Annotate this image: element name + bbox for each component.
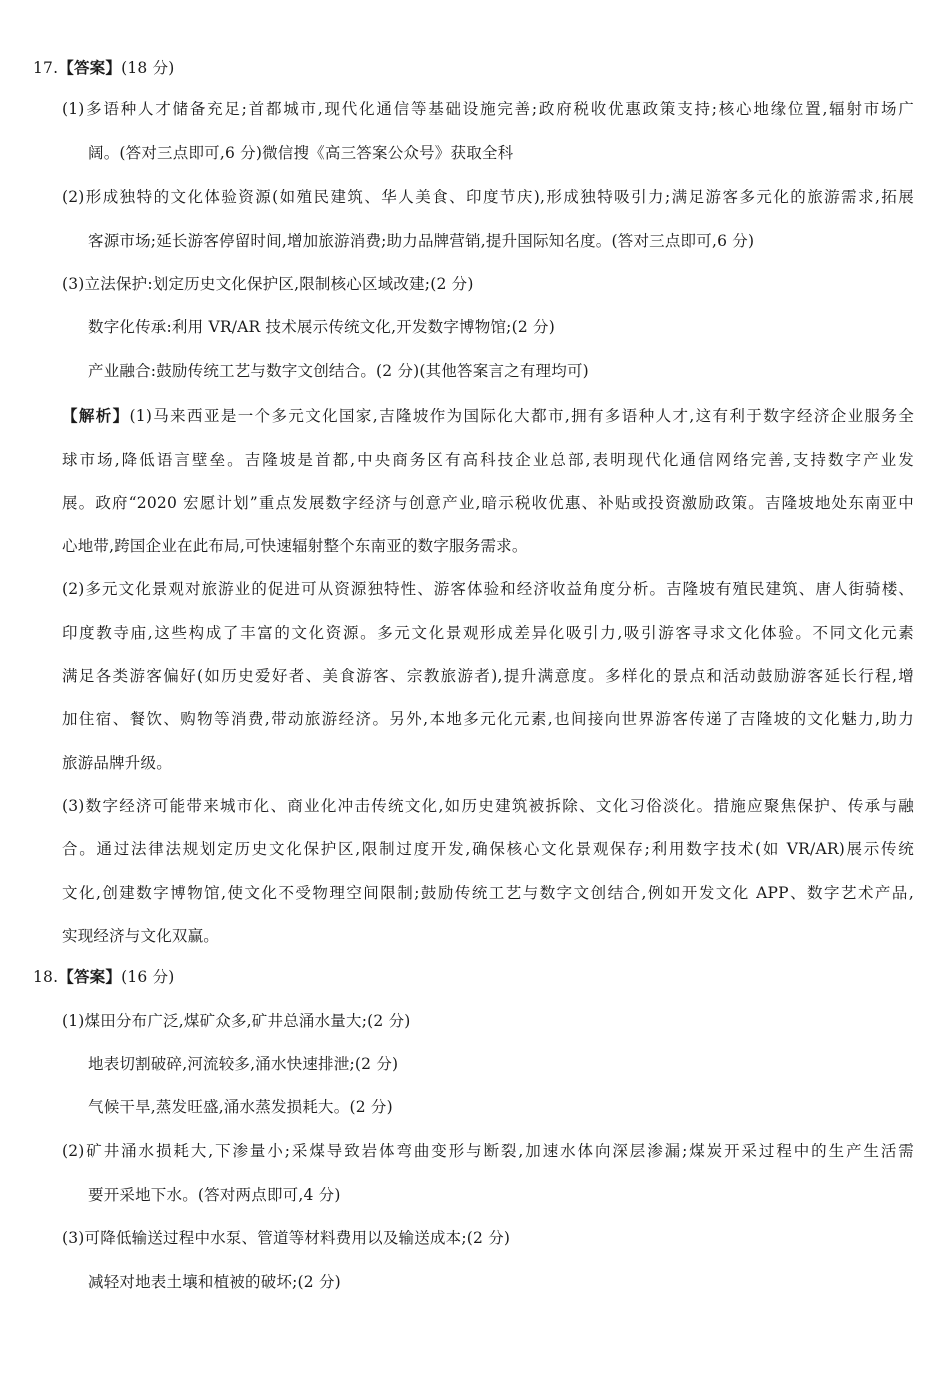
q17-analysis-1-line-4: 心地带,跨国企业在此布局,可快速辐射整个东南亚的数字服务需求。 <box>62 537 528 555</box>
q17-answer-2-line-1: (2)形成独特的文化体验资源(如殖民建筑、华人美食、印度节庆),形成独特吸引力;满足游客多元化的旅游需求,拓展 <box>62 188 914 206</box>
q18-header <box>33 966 175 988</box>
q18-answer-1-line-3: 气候干旱,蒸发旺盛,涌水蒸发损耗大。(2 分) <box>88 1098 393 1116</box>
q17-answer-3-line-3: 产业融合:鼓励传统工艺与数字文创结合。(2 分)(其他答案言之有理均可) <box>88 362 589 380</box>
q17-analysis-2-line-3: 满足各类游客偏好(如历史爱好者、美食游客、宗教旅游者),提升满意度。多样化的景点和活动鼓励游客延长行程,增 <box>62 667 914 685</box>
q17-analysis-2-line-4: 加住宿、餐饮、购物等消费,带动旅游经济。另外,本地多元化元素,也间接向世界游客传递了吉隆坡的文化魅力,助力 <box>62 710 914 728</box>
q17-analysis-2-line-2: 印度教寺庙,这些构成了丰富的文化资源。多元文化景观形成差异化吸引力,吸引游客寻求文化体验。不同文化元素 <box>62 624 914 642</box>
q18-answer-1-line-1: (1)煤田分布广泛,煤矿众多,矿井总涌水量大;(2 分) <box>62 1012 411 1030</box>
q17-analysis-1-line-3: 展。政府“2020 宏愿计划”重点发展数字经济与创意产业,暗示税收优惠、补贴或投资激励政策。吉隆坡地处东南亚中 <box>62 494 914 512</box>
q17-analysis-3-line-3: 文化,创建数字博物馆,使文化不受物理空间限制;鼓励传统工艺与数字文创结合,例如开发文化 APP、数字艺术产品, <box>62 884 914 902</box>
q17-analysis-1-line-1-text: (1)马来西亚是一个多元文化国家,吉隆坡作为国际化大都市,拥有多语种人才,这有利于数字经济企业服务全 <box>129 407 914 425</box>
q17-analysis-3-line-4: 实现经济与文化双赢。 <box>62 927 220 945</box>
q18-answer-3-line-1: (3)可降低输送过程中水泵、管道等材料费用以及输送成本;(2 分) <box>62 1229 511 1247</box>
q17-answer-3-line-2: 数字化传承:利用 VR/AR 技术展示传统文化,开发数字博物馆;(2 分) <box>88 318 555 336</box>
q17-analysis-2-line-5: 旅游品牌升级。 <box>62 754 172 772</box>
q17-answer-1-line-1: (1)多语种人才储备充足;首都城市,现代化通信等基础设施完善;政府税收优惠政策支持;核心地缘位置,辐射市场广 <box>62 100 914 118</box>
q18-number: 18. <box>33 968 59 986</box>
q18-answer-3-line-2: 减轻对地表土壤和植被的破坏;(2 分) <box>88 1273 341 1291</box>
q17-number: 17. <box>33 59 59 77</box>
q17-answer-2-line-2: 客源市场;延长游客停留时间,增加旅游消费;助力品牌营销,提升国际知名度。(答对三点即可,6 分) <box>88 232 755 250</box>
q17-analysis-3-line-1: (3)数字经济可能带来城市化、商业化冲击传统文化,如历史建筑被拆除、文化习俗淡化。措施应聚焦保护、传承与融 <box>62 797 914 815</box>
q17-answer-tag: 【答案】 <box>58 59 122 77</box>
q17-analysis-3-line-2: 合。通过法律法规划定历史文化保护区,限制过度开发,确保核心文化景观保存;利用数字技术(如 VR/AR)展示传统 <box>62 840 914 858</box>
q18-answer-tag: 【答案】 <box>58 968 122 986</box>
q17-answer-3-line-1: (3)立法保护:划定历史文化保护区,限制核心区域改建;(2 分) <box>62 275 474 293</box>
q17-analysis-1-line-2: 球市场,降低语言壁垒。吉隆坡是首都,中央商务区有高科技企业总部,表明现代化通信网络完善,支持数字产业发 <box>62 451 914 469</box>
q17-answer-1-line-2: 阔。(答对三点即可,6 分)微信搜《高三答案公众号》获取全科 <box>88 144 514 162</box>
q17-header <box>33 57 175 79</box>
q18-score: (16 分) <box>121 968 175 986</box>
q17-analysis-1-line-1 <box>62 405 914 427</box>
q17-score: (18 分) <box>121 59 175 77</box>
q18-answer-1-line-2: 地表切割破碎,河流较多,涌水快速排泄;(2 分) <box>88 1055 399 1073</box>
q18-answer-2-line-2: 要开采地下水。(答对两点即可,4 分) <box>88 1186 341 1204</box>
q18-answer-2-line-1: (2)矿井涌水损耗大,下渗量小;采煤导致岩体弯曲变形与断裂,加速水体向深层渗漏;煤炭开采过程中的生产生活需 <box>62 1142 914 1160</box>
q17-analysis-2-line-1: (2)多元文化景观对旅游业的促进可从资源独特性、游客体验和经济收益角度分析。吉隆坡有殖民建筑、唐人街骑楼、 <box>62 580 914 598</box>
q17-analysis-tag: 【解析】 <box>62 407 130 425</box>
